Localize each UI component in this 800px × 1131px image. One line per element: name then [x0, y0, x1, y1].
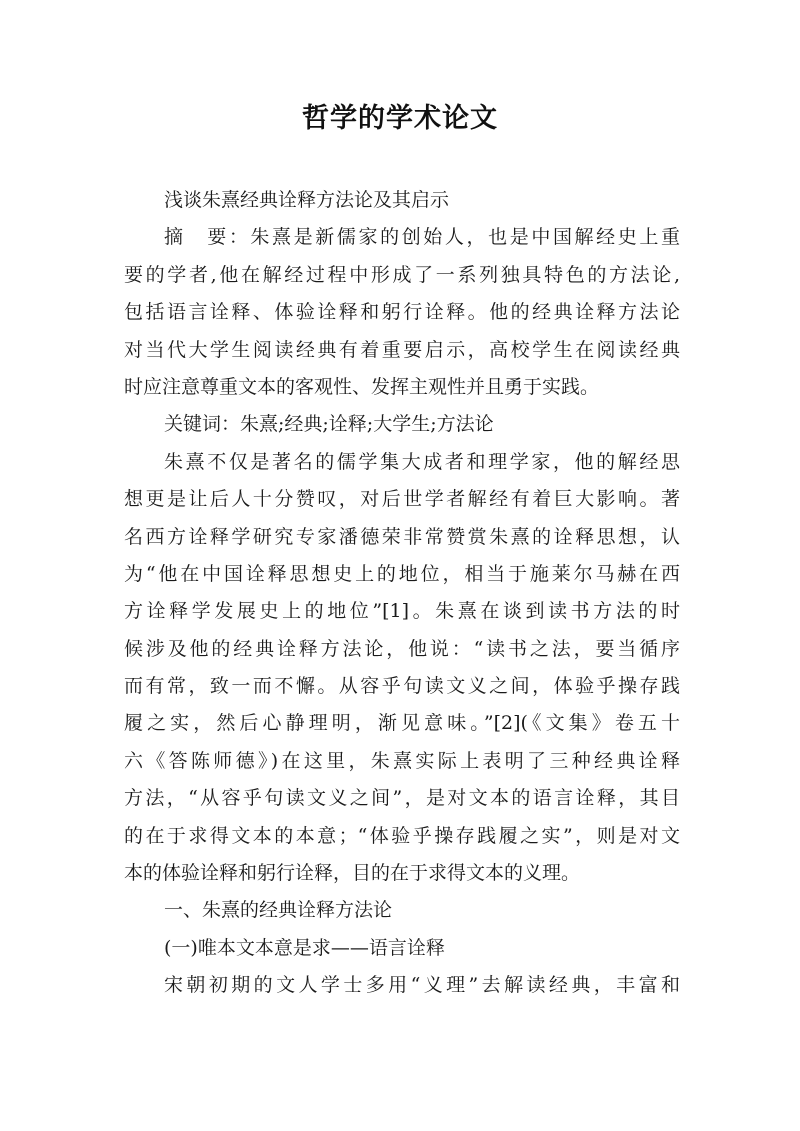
- text-line: 摘 要：朱熹是新儒家的创始人，也是中国解经史上重: [164, 226, 680, 249]
- text-line: 关键词：朱熹;经典;诠释;大学生;方法论: [164, 413, 494, 436]
- text-line: 浅谈朱熹经典诠释方法论及其启示: [164, 189, 450, 211]
- text-line: 要的学者,他在解经过程中形成了一系列独具特色的方法论,: [124, 263, 680, 286]
- text-line: 一、朱熹的经典诠释方法论: [164, 899, 393, 922]
- text-line: 方诠释学发展史上的地位”[1]。朱熹在谈到读书方法的时: [124, 600, 680, 623]
- text-line: 宋朝初期的文人学士多用“义理”去解读经典，丰富和: [164, 974, 680, 997]
- text-line: 的在于求得文本的本意；“体验乎操存践履之实”，则是对文: [124, 824, 680, 847]
- text-line: (一)唯本文本意是求——语言诠释: [164, 936, 445, 959]
- text-line: 包括语言诠释、体验诠释和躬行诠释。他的经典诠释方法论: [124, 301, 680, 324]
- text-line: 时应注意尊重文本的客观性、发挥主观性并且勇于实践。: [124, 375, 600, 398]
- text-line: 朱熹不仅是著名的儒学集大成者和理学家，他的解经思: [164, 450, 680, 473]
- document-body: [124, 182, 680, 1005]
- text-line: 对当代大学生阅读经典有着重要启示，高校学生在阅读经典: [124, 338, 680, 361]
- text-line: 想更是让后人十分赞叹，对后世学者解经有着巨大影响。著: [124, 488, 680, 511]
- text-line: 为“他在中国诠释思想史上的地位，相当于施莱尔马赫在西: [124, 562, 680, 585]
- text-line: 方法，“从容乎句读文义之间”，是对文本的语言诠释，其目: [124, 787, 680, 810]
- text-line: 而有常，致一而不懈。从容乎句读文义之间，体验乎操存践: [124, 675, 680, 698]
- text-line: 候涉及他的经典诠释方法论，他说：“读书之法，要当循序: [124, 637, 680, 660]
- text-line: 六《答陈师德》)在这里，朱熹实际上表明了三种经典诠释: [124, 749, 680, 772]
- text-line: 名西方诠释学研究专家潘德荣非常赞赏朱熹的诠释思想，认: [124, 525, 680, 548]
- document-title: 哲学的学术论文: [302, 103, 498, 134]
- text-line: 本的体验诠释和躬行诠释，目的在于求得文本的义理。: [124, 862, 581, 885]
- text-line: 履之实，然后心静理明，渐见意味。”[2](《文集》卷五十: [124, 712, 680, 735]
